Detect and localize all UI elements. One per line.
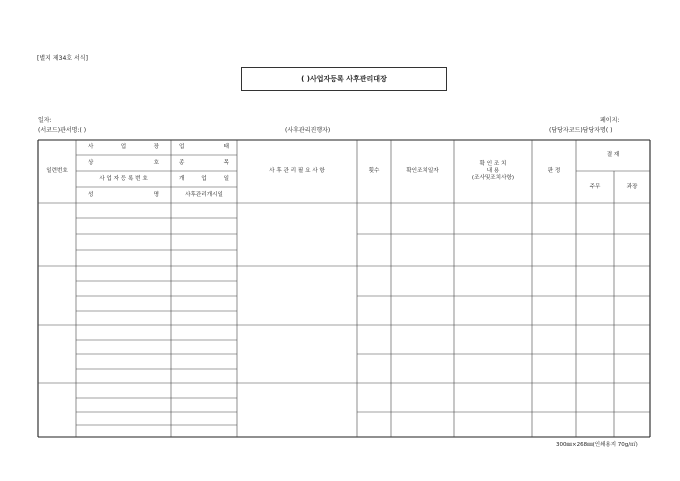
- business-type-header: [171, 140, 237, 155]
- check-content-line-3: (조사및조치사항): [471, 175, 515, 181]
- category-char-1: 종: [179, 159, 185, 166]
- page-label: 페이지:: [600, 117, 620, 124]
- check-content-line-1: 확 인 조 치: [479, 161, 507, 167]
- date-label: 일자:: [38, 117, 52, 124]
- trade-name-char-1: 상: [88, 159, 94, 166]
- trade-name-char-2: 호: [153, 159, 159, 166]
- followup-start-date-header: 사후관리개시일: [185, 191, 223, 198]
- opening-date-char-2: 업: [201, 175, 207, 182]
- business-place-char-2: 업: [120, 144, 127, 150]
- name-char-2: 명: [153, 191, 159, 198]
- business-type-char-2: 태: [223, 144, 229, 150]
- business-place-header: [76, 140, 171, 155]
- paper-spec-footer: 300㎜×268㎜(인쇄용지 70g/㎡): [556, 442, 638, 448]
- staff-label: (담당자코드)담당자명( ): [549, 127, 613, 134]
- category-char-2: 목: [223, 159, 229, 166]
- serial-number-header: 일련번호: [46, 168, 68, 174]
- decision-header: 판 정: [547, 168, 561, 174]
- manager-header: 과장: [626, 183, 638, 190]
- form-title: ( )사업자등록 사후관리대장: [301, 75, 387, 83]
- opening-date-header: [171, 171, 237, 187]
- check-content-line-2: 내 용: [486, 168, 500, 174]
- officer-header: 주무: [589, 183, 601, 190]
- business-place-char-3: 장: [153, 144, 159, 150]
- count-header: 횟수: [368, 168, 380, 174]
- check-date-header: 확인조치일자: [406, 168, 439, 174]
- name-char-1: 성: [88, 191, 94, 198]
- opening-date-char-3: 일: [223, 175, 229, 182]
- approval-header: 결 재: [606, 152, 620, 158]
- check-content-header: [454, 140, 532, 203]
- business-registration-number-header: 사 업 자 등 록 번 호: [99, 175, 148, 182]
- office-label: (서코드)관서명:( ): [38, 127, 87, 134]
- trade-name-header: [76, 155, 171, 171]
- opening-date-char-1: 개: [179, 175, 185, 182]
- followup-manager-label: (사후관리진행자): [285, 127, 331, 134]
- representative-name-header: [76, 187, 171, 203]
- category-header: [171, 155, 237, 171]
- business-type-char-1: 업: [179, 144, 185, 150]
- business-place-char-1: 사: [88, 144, 94, 150]
- followup-items-header: 사 후 관 리 필 요 사 항: [269, 168, 325, 174]
- form-number-label: [별지 제34호 서식]: [37, 55, 88, 62]
